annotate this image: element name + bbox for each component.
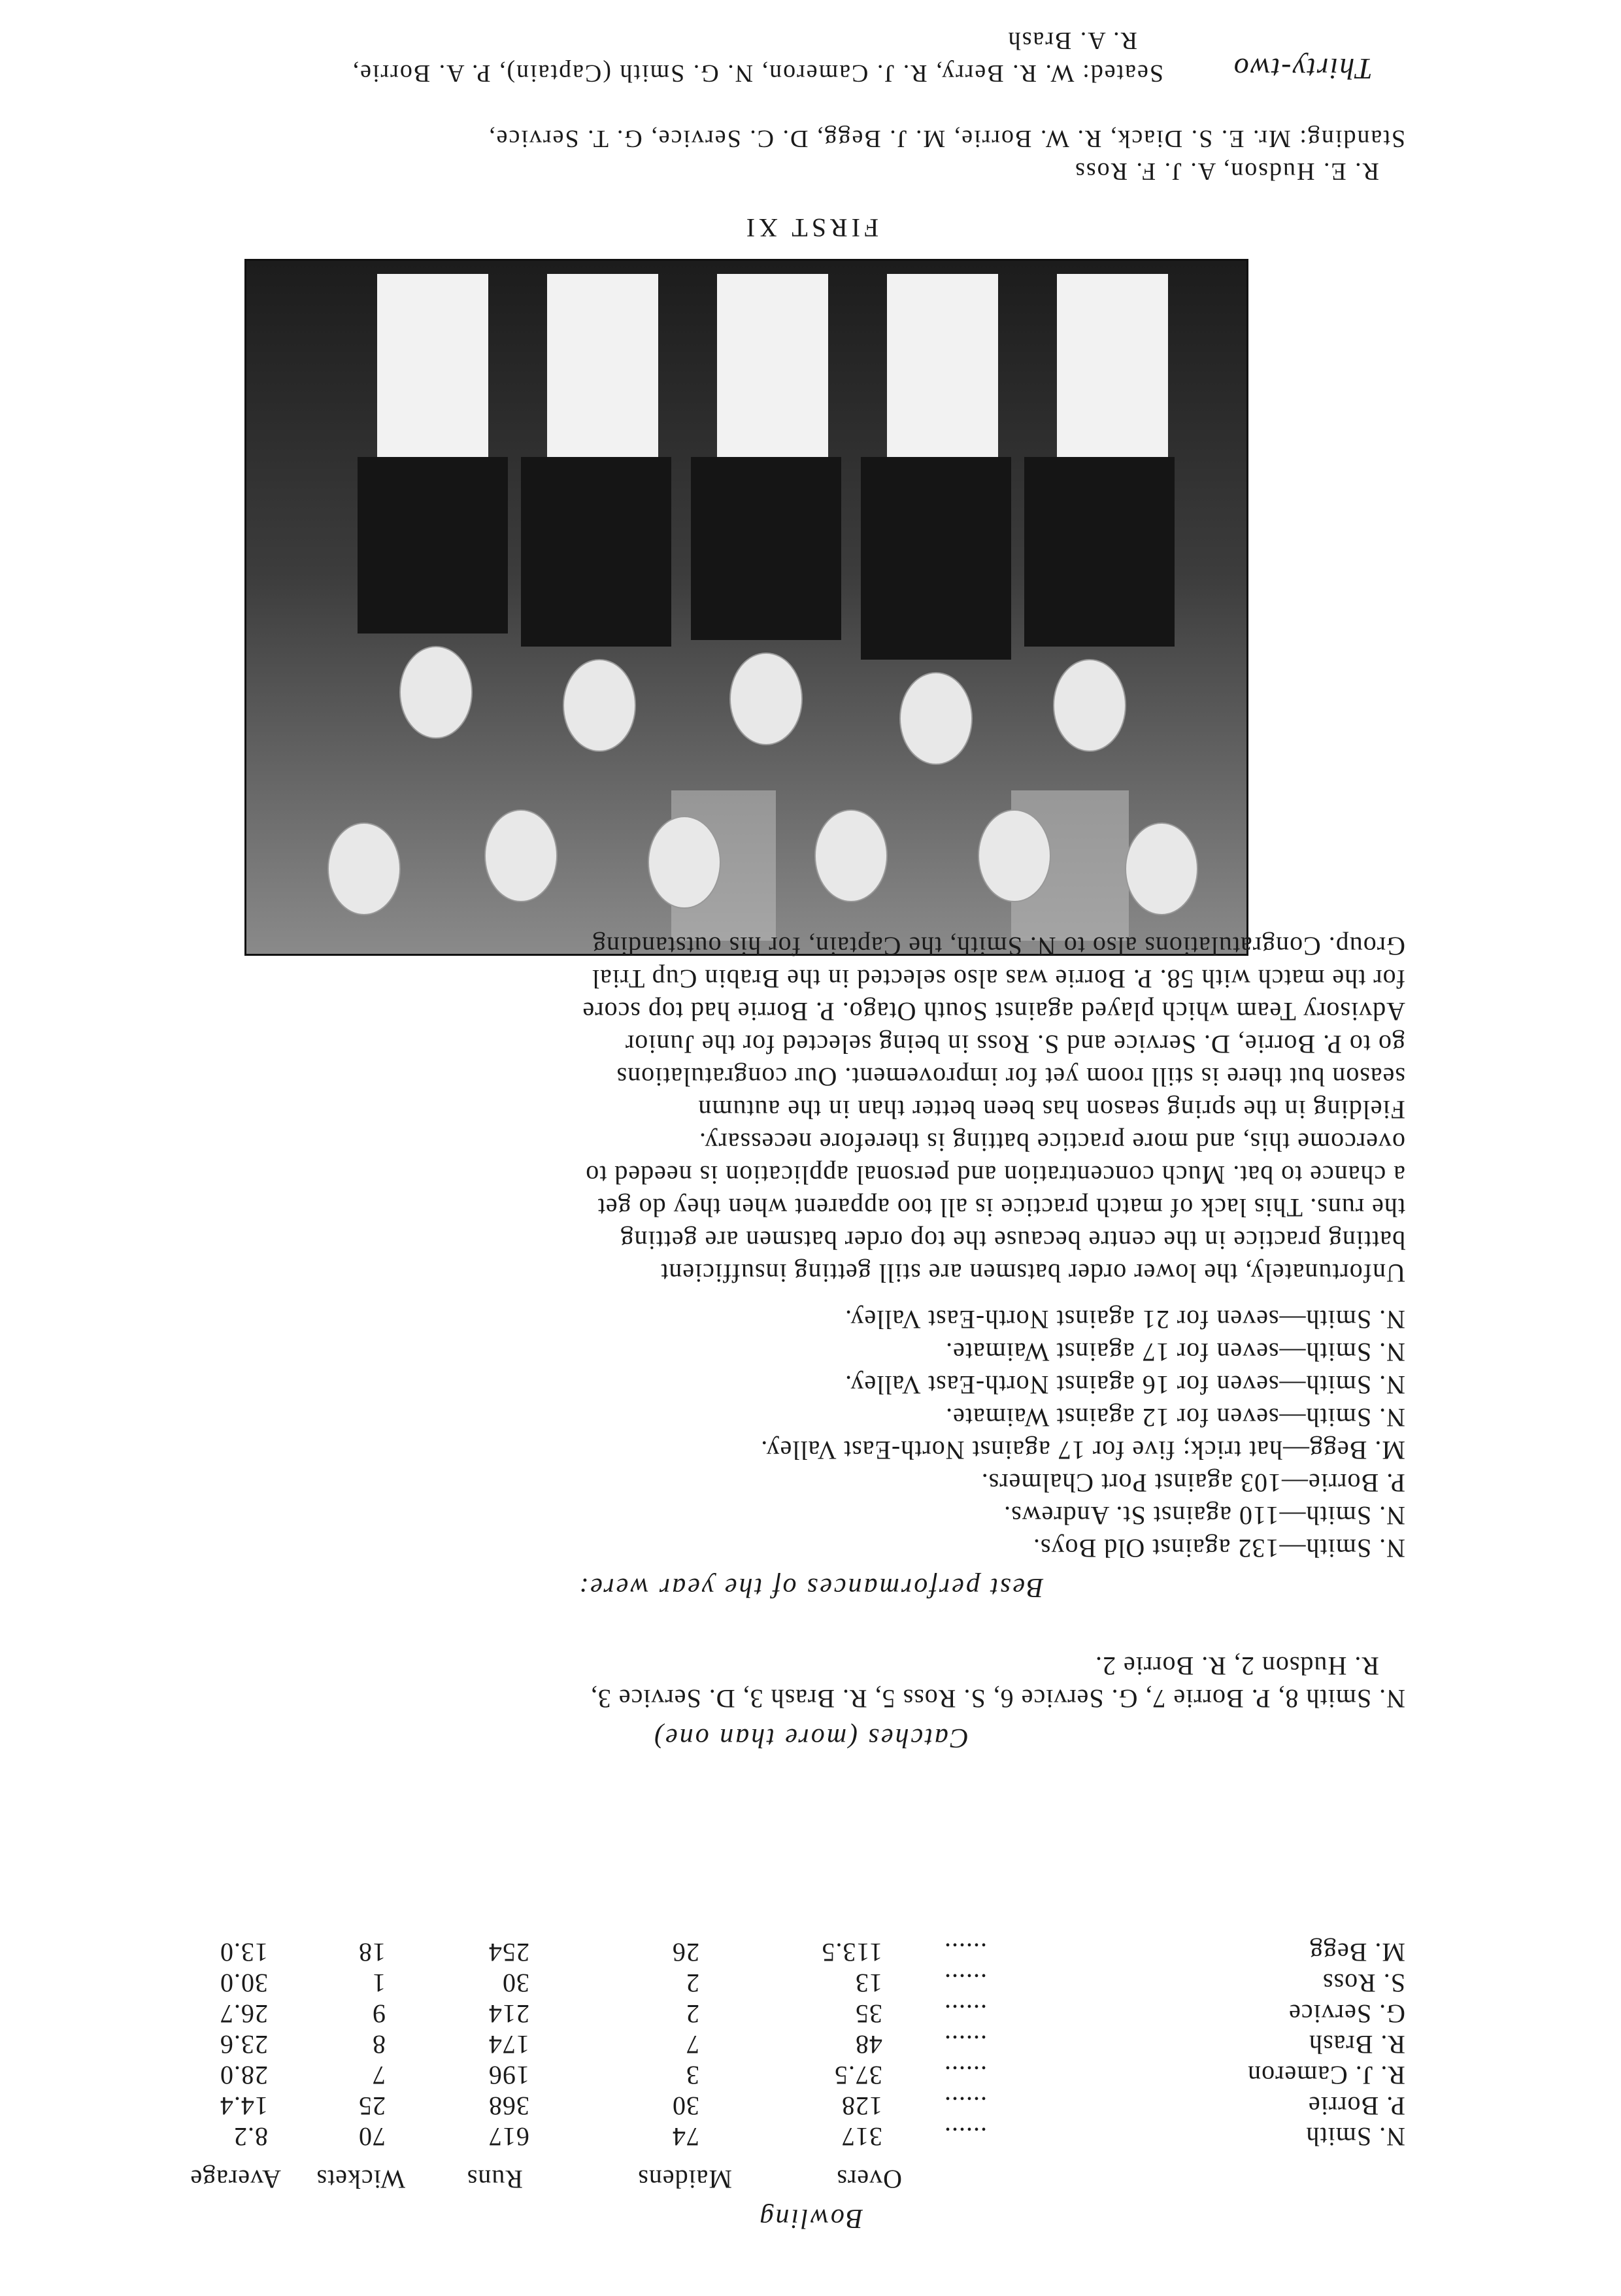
team-photograph (244, 259, 1248, 956)
bowling-row (209, 1966, 1405, 1999)
performance-item: M. Begg—hat trick; five for 17 against North-East Valley. (760, 1436, 1405, 1465)
bowler-overs: 317 (841, 2122, 882, 2152)
column-wickets: Wickets (316, 2165, 405, 2194)
photo-caption-seated-cont: R. A. Brash (1007, 27, 1137, 54)
column-average: Average (190, 2165, 281, 2194)
bowler-runs: 368 (488, 2091, 529, 2121)
bowler-average: 14.4 (220, 2091, 268, 2121)
best-performances-heading: Best performances of the year were: (577, 1572, 1044, 1602)
dot-leader: ...... (944, 1999, 987, 2029)
page-number: Thirty-two (1232, 52, 1373, 86)
report-line: season but there is still room yet for improvement. Our congratulations (616, 1062, 1405, 1092)
performance-item: N. Smith—132 against Old Boys. (1032, 1534, 1405, 1563)
catches-heading: Catches (more than one) (652, 1723, 969, 1753)
performance-item: P. Borrie—103 against Port Chalmers. (980, 1468, 1405, 1498)
report-line: Unfortunately, the lower order batsmen are still getting insufficient (660, 1258, 1405, 1288)
column-overs: Overs (836, 2165, 902, 2194)
report-line: Advisory Team which played against South Otago. P. Borrie had top score (582, 997, 1405, 1026)
performance-item: N. Smith—seven for 17 against Waimate. (945, 1338, 1405, 1367)
bowler-runs: 196 (488, 2061, 529, 2090)
catches-line: R. Hudson 2, R. Borrie 2. (1095, 1651, 1379, 1681)
bowling-row (209, 1997, 1405, 2029)
photo-caption-seated: Seated: W. R. Berry, R. J. Cameron, N. G. Smith (Captain), P. A. Borrie, (351, 59, 1163, 87)
report-line: the runs. This lack of match practice is all too apparent when they do get (597, 1193, 1405, 1223)
bowling-header-row (190, 2162, 1405, 2195)
bowler-runs: 254 (488, 1938, 529, 1967)
report-line: Fielding in the spring season has been better than in the autumn (697, 1095, 1405, 1124)
bowler-overs: 35 (855, 1999, 882, 2029)
bowler-wickets: 7 (372, 2061, 386, 2090)
bowler-average: 26.7 (220, 1999, 268, 2029)
bowler-average: 23.6 (220, 2030, 268, 2059)
bowler-average: 13.0 (220, 1938, 268, 1967)
bowler-name: R. Brash (1309, 2030, 1405, 2059)
bowler-maidens: 26 (672, 1938, 699, 1967)
bowler-wickets: 9 (372, 1999, 386, 2029)
dot-leader: ...... (944, 2030, 987, 2059)
bowler-maidens: 7 (686, 2030, 699, 2059)
report-line: Group. Congratulations also to N. Smith, the Captain, for his outstanding (592, 932, 1405, 961)
bowler-name: N. Smith (1305, 2122, 1405, 2152)
photo-title: FIRST XI (742, 213, 879, 243)
bowler-wickets: 18 (358, 1938, 386, 1967)
report-line: go to P. Borrie, D. Service and S. Ross in being selected for the Junior (624, 1030, 1405, 1059)
bowling-row (209, 2027, 1405, 2060)
team-photo-illustration (246, 261, 1246, 954)
bowler-average: 28.0 (220, 2061, 268, 2090)
report-line: for the match with 58. P. Borrie was also selected in the Brabin Cup Trial (592, 964, 1405, 994)
dot-leader: ...... (944, 1968, 987, 1998)
bowler-runs: 30 (502, 1968, 529, 1998)
bowler-overs: 128 (841, 2091, 882, 2121)
bowler-name: S. Ross (1322, 1968, 1405, 1998)
bowler-wickets: 1 (372, 1968, 386, 1998)
dot-leader: ...... (944, 1938, 987, 1967)
catches-line: N. Smith 8, P. Borrie 7, G. Service 6, S. Ross 5, R. Brash 3, D. Service 3, (590, 1684, 1405, 1714)
bowling-row (209, 1935, 1405, 1968)
column-maidens: Maidens (637, 2165, 732, 2194)
bowler-wickets: 25 (358, 2091, 386, 2121)
bowler-name: P. Borrie (1308, 2091, 1405, 2121)
bowling-row (209, 2089, 1405, 2121)
bowling-row (209, 2058, 1405, 2091)
performance-item: N. Smith—seven for 16 against North-East Valley. (844, 1370, 1405, 1400)
report-line: a chance to bat. Much concentration and personal application is needed to (585, 1160, 1405, 1190)
photo-caption-standing: Standing: Mr. E. S. Diack, R. W. Borrie, M. J. Begg, D. C. Service, G. T. Service, (488, 125, 1405, 152)
report-line: overcome this, and more practice batting is therefore necessary. (699, 1128, 1405, 1157)
performance-item: N. Smith—seven for 21 against North-East Valley. (844, 1305, 1405, 1334)
report-line: batting practice in the centre because the top order batsmen are getting (620, 1226, 1405, 1255)
dot-leader: ...... (944, 2091, 987, 2121)
bowler-name: R. J. Cameron (1247, 2061, 1405, 2090)
bowling-heading: Bowling (758, 2203, 863, 2233)
dot-leader: ...... (944, 2122, 987, 2152)
bowler-name: M. Begg (1309, 1938, 1405, 1967)
bowler-maidens: 30 (672, 2091, 699, 2121)
bowler-overs: 37.5 (834, 2061, 882, 2090)
bowler-maidens: 74 (672, 2122, 699, 2152)
performance-item: N. Smith—110 against St. Andrews. (1003, 1501, 1405, 1530)
photo-caption-standing-cont: R. E. Hudson, A. J. F. Ross (1074, 158, 1379, 185)
bowler-maidens: 2 (686, 1999, 699, 2029)
column-runs: Runs (466, 2165, 523, 2194)
bowler-runs: 214 (488, 1999, 529, 2029)
performance-item: N. Smith—seven for 12 against Waimate. (945, 1403, 1405, 1432)
bowler-overs: 113.5 (821, 1938, 882, 1967)
bowler-maidens: 3 (686, 2061, 699, 2090)
bowler-average: 30.0 (220, 1968, 268, 1998)
bowler-average: 8.2 (233, 2122, 268, 2152)
bowling-row (209, 2119, 1405, 2152)
bowler-runs: 617 (488, 2122, 529, 2152)
bowler-name: G. Service (1288, 1999, 1405, 2029)
bowler-wickets: 70 (358, 2122, 386, 2152)
bowler-maidens: 2 (686, 1968, 699, 1998)
bowler-runs: 174 (488, 2030, 529, 2059)
bowler-overs: 48 (855, 2030, 882, 2059)
dot-leader: ...... (944, 2061, 987, 2090)
bowler-wickets: 8 (372, 2030, 386, 2059)
bowler-overs: 13 (855, 1968, 882, 1998)
